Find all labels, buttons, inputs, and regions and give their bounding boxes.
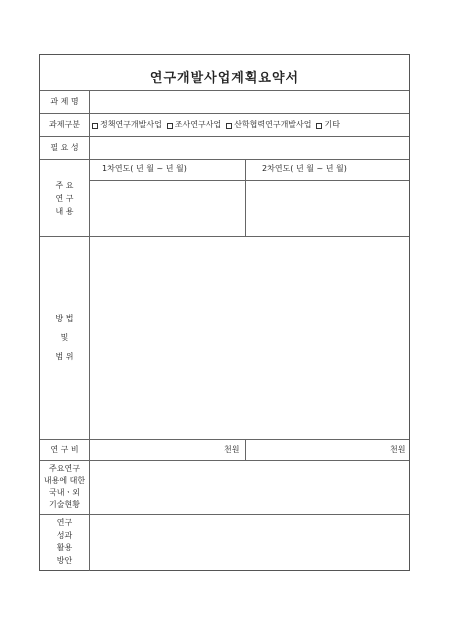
checkbox-icon xyxy=(226,123,232,129)
plan-summary-form xyxy=(39,54,410,571)
label-line: 활용 xyxy=(56,543,73,552)
checkbox-icon xyxy=(92,123,98,129)
label-line: 및 xyxy=(60,333,69,342)
label-line: 주요연구 xyxy=(49,464,80,473)
label-line: 기술현황 xyxy=(49,500,80,509)
option-label: 정책연구개발사업 xyxy=(100,120,162,129)
option-label: 조사연구사업 xyxy=(174,120,222,129)
option-label: 기타 xyxy=(324,120,340,129)
label-line: 내 용 xyxy=(55,207,74,216)
divider xyxy=(40,439,409,440)
research-cost-label: 연 구 비 xyxy=(50,445,79,454)
method-scope-label xyxy=(40,309,89,366)
label-line: 방안 xyxy=(56,555,73,565)
tech-status-label xyxy=(40,463,89,511)
option-other[interactable] xyxy=(316,120,339,130)
method-scope-field[interactable] xyxy=(90,237,408,438)
cost-divider xyxy=(245,439,246,460)
necessity-label: 필 요 성 xyxy=(50,143,79,152)
label-line: 주 요 xyxy=(55,181,74,190)
divider xyxy=(40,113,409,114)
tech-status-field[interactable] xyxy=(90,461,408,513)
task-name-label: 과 제 명 xyxy=(50,97,79,106)
option-policy-research[interactable] xyxy=(92,120,162,130)
cost-unit-year1: 천원 xyxy=(224,445,240,454)
year2-header: 2차연도( 년 월 ~ 년 월) xyxy=(262,164,347,173)
year1-content-field[interactable] xyxy=(90,181,244,235)
main-content-label xyxy=(40,179,89,218)
label-line: 범 위 xyxy=(55,352,74,361)
year1-header: 1차연도( 년 월 ~ 년 월) xyxy=(102,164,187,173)
form-title: 연구개발사업계획요약서 xyxy=(149,71,300,86)
option-industry-academic[interactable] xyxy=(226,120,311,130)
year2-content-field[interactable] xyxy=(246,181,408,235)
task-type-options xyxy=(92,120,345,132)
checkbox-icon xyxy=(316,123,322,129)
option-survey-research[interactable] xyxy=(167,120,221,130)
label-line: 성과 xyxy=(56,530,73,540)
utilization-label xyxy=(40,517,89,567)
label-line: 방 법 xyxy=(55,314,74,323)
label-line: 국내ㆍ외 xyxy=(49,488,80,497)
cost-unit-year2: 천원 xyxy=(390,445,406,454)
task-type-label: 과제구분 xyxy=(49,120,80,129)
label-line: 내용에 대한 xyxy=(43,476,86,485)
label-line: 연구 xyxy=(56,518,73,527)
option-label: 산학협력연구개발사업 xyxy=(234,120,312,129)
task-name-field[interactable] xyxy=(90,91,408,112)
label-line: 연 구 xyxy=(55,194,74,203)
necessity-field[interactable] xyxy=(90,137,408,158)
checkbox-icon xyxy=(167,123,173,129)
divider xyxy=(40,159,409,160)
utilization-field[interactable] xyxy=(90,515,408,570)
